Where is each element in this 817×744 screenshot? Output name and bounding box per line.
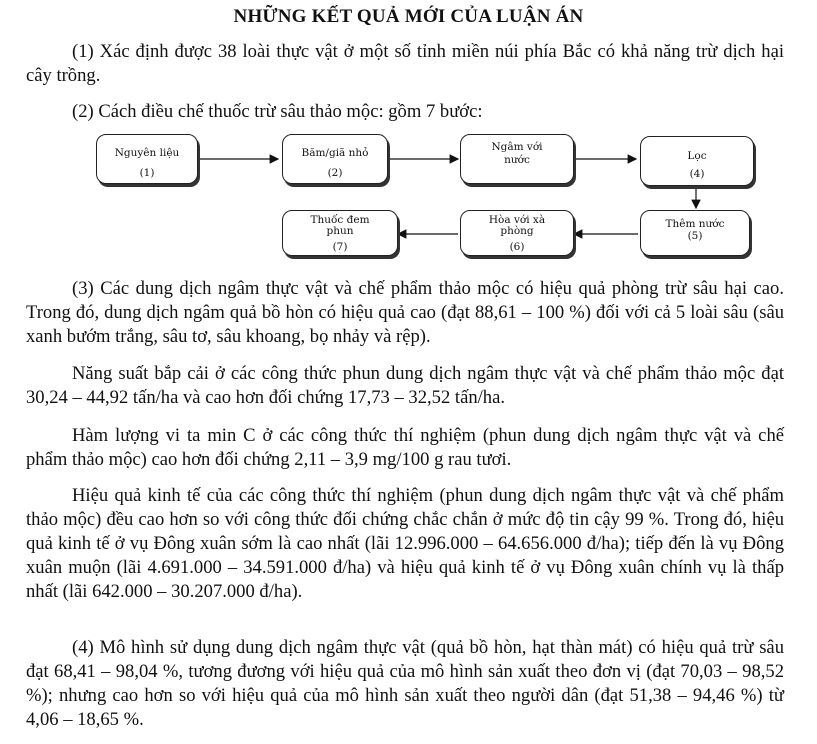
paragraph-result-2: (2) Cách điều chế thuốc trừ sâu thảo mộc: gồm 7 bước: (72, 101, 483, 122)
step-6-label-line2: phòng (500, 225, 534, 237)
preparation-flow-diagram (96, 134, 736, 259)
step-6-number: (6) (509, 241, 525, 253)
step-1-number: (1) (139, 167, 155, 179)
paragraph-result-4: (4) Mô hình sử dụng dung dịch ngâm thực vật (quả bồ hòn, hạt thàn mát) có hiệu quả trừ sâu đạt 68,41 – 98,04 %, tương đương với hiệu quả của mô hình sản xuất theo đơn vị (đạt 70,03 – 98,52 %); nhưng cao hơn so với hiệu quả của mô hình sản xuất theo người dân (đạt 51,38 – 94,46 %) từ 4,06 – 18,65 %. (26, 637, 784, 730)
step-7-number: (7) (332, 241, 348, 253)
paragraph-result-1: (1) Xác định được 38 loài thực vật ở một số tỉnh miền núi phía Bắc có khả năng trừ dịch hại cây trồng. (26, 41, 784, 86)
paragraph-vitamin-c: Hàm lượng vi ta min C ở các công thức thí nghiệm (phun dung dịch ngâm thực vật và chế phẩm thảo mộc) cao hơn đối chứng 2,11 – 3,9 mg/100 g rau tươi. (26, 425, 784, 470)
step-2-number: (2) (327, 167, 343, 179)
step-2-label: Băm/giã nhỏ (301, 147, 369, 159)
document-title: NHỮNG KẾT QUẢ MỚI CỦA LUẬN ÁN (233, 6, 584, 27)
step-7-label: Thuốc đem (310, 214, 370, 226)
paragraph-yield: Năng suất bắp cải ở các công thức phun dung dịch ngâm thực vật và chế phẩm thảo mộc đạt 30,24 – 44,92 tấn/ha và cao hơn đối chứng 17,73 – 32,52 tấn/ha. (26, 363, 784, 408)
step-4-box (640, 136, 754, 186)
step-2-box (282, 134, 388, 184)
paragraph-economic-efficiency: Hiệu quả kinh tế của các công thức thí nghiệm (phun dung dịch ngâm thực vật và chế phẩm thảo mộc) đều cao hơn so với công thức đối chứng chắc chắn ở mức độ tin cậy 99 %. Trong đó, hiệu quả kinh tế ở vụ Đông xuân sớm là cao nhất (lãi 12.996.000 – 64.656.000 đ/ha); tiếp đến là vụ Đông xuân muộn (lãi 4.691.000 – 34.591.000 đ/ha) và hiệu quả kinh tế ở vụ Đông xuân chính vụ là thấp nhất (lãi 642.000 – 30.207.000 đ/ha). (26, 485, 784, 602)
step-4-label: Lọc (687, 150, 707, 162)
step-5-box (640, 210, 750, 256)
step-7-box (282, 210, 398, 256)
step-3-label: Ngâm với (491, 141, 543, 153)
step-7-label-line2: phun (326, 225, 354, 237)
step-4-number: (4) (689, 168, 705, 180)
step-3-label-line2: nước (504, 154, 530, 166)
step-5-number: (5) (687, 230, 703, 242)
paragraph-result-3: (3) Các dung dịch ngâm thực vật và chế phẩm thảo mộc có hiệu quả phòng trừ sâu hại cao. Trong đó, dung dịch ngâm quả bồ hòn có hiệu quả cao (đạt 88,61 – 100 %) đối với cả 5 loài sâu (sâu xanh bướm trắng, sâu tơ, sâu khoang, bọ nhảy và rệp). (26, 278, 784, 347)
step-5-label: Thêm nước (665, 218, 725, 230)
step-1-label: Nguyên liệu (114, 147, 180, 159)
step-6-box (460, 210, 574, 256)
step-1-box (96, 134, 198, 184)
step-6-label: Hòa với xà (488, 214, 546, 226)
step-3-box (460, 134, 574, 184)
